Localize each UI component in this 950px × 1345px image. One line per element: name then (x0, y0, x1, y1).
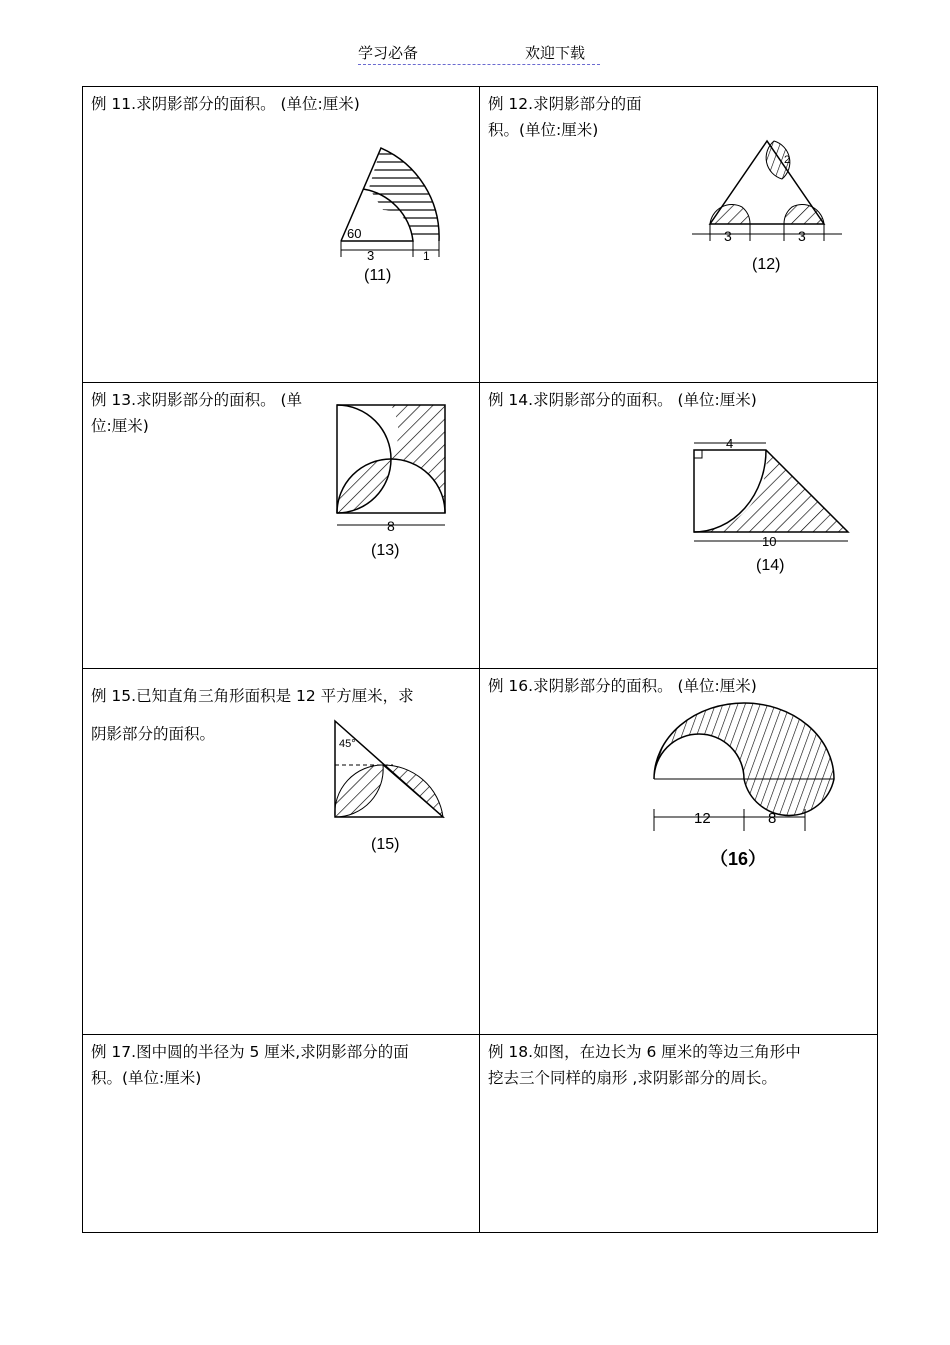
problem-cell-14 (480, 383, 878, 669)
figure-16 (650, 699, 840, 879)
figure-caption: （16） (710, 849, 767, 869)
problem-cell-13 (83, 383, 480, 669)
problem-text: 例 16.求阴影部分的面积。 (单位:厘米) (488, 677, 757, 695)
header-right-text: 欢迎下载 (525, 44, 586, 62)
problem-cell-11 (83, 87, 480, 383)
dim-label: 8 (768, 810, 777, 827)
problem-cell-12 (480, 87, 878, 383)
figure-caption: (14) (756, 557, 785, 574)
dim-label: 1 (423, 249, 430, 263)
problem-text: 例 12.求阴影部分的面 积。(单位:厘米) (488, 95, 642, 139)
problem-text: 例 14.求阴影部分的面积。 (单位:厘米) (488, 391, 757, 409)
problem-text: 例 11.求阴影部分的面积。 (单位:厘米) (91, 95, 360, 113)
problem-cell-17 (83, 1035, 480, 1233)
figure-14 (690, 438, 860, 578)
figure-caption: (13) (371, 542, 400, 559)
problem-cell-18 (480, 1035, 878, 1233)
figure-15 (333, 717, 453, 867)
problem-text: 例 18.如图，在边长为 6 厘米的等边三角形中 挖去三个同样的扇形 ,求阴影部分的周长。 (488, 1043, 801, 1087)
angle-label: 45° (339, 738, 356, 750)
figure-11 (333, 142, 453, 292)
dim-label: 10 (762, 534, 777, 549)
problem-text: 例 13.求阴影部分的面积。 (单 位:厘米) (91, 391, 303, 435)
figure-caption: (12) (752, 256, 781, 273)
dim-label: 8 (387, 518, 395, 534)
dim-label: 4 (726, 438, 734, 451)
problem-text: 例 15.已知直角三角形面积是 12 平方厘米，求 阴影部分的面积。 (91, 687, 414, 743)
dim-label: 2 (784, 154, 791, 166)
dim-label: 3 (798, 228, 806, 244)
page-header (358, 42, 600, 65)
header-left-text: 学习必备 (358, 44, 419, 62)
angle-label: 60 (347, 226, 362, 241)
figure-caption: (15) (371, 836, 400, 853)
problem-text: 例 17.图中圆的半径为 5 厘米,求阴影部分的面 积。(单位:厘米) (91, 1043, 409, 1087)
figure-12 (692, 119, 852, 279)
dim-label: 3 (724, 228, 732, 244)
problem-table (82, 86, 878, 1233)
dim-label: 12 (694, 810, 711, 827)
figure-caption: (11) (364, 267, 392, 284)
problem-cell-15 (83, 669, 480, 1035)
figure-13 (335, 401, 455, 566)
problem-cell-16 (480, 669, 878, 1035)
dim-label: 3 (367, 248, 375, 263)
